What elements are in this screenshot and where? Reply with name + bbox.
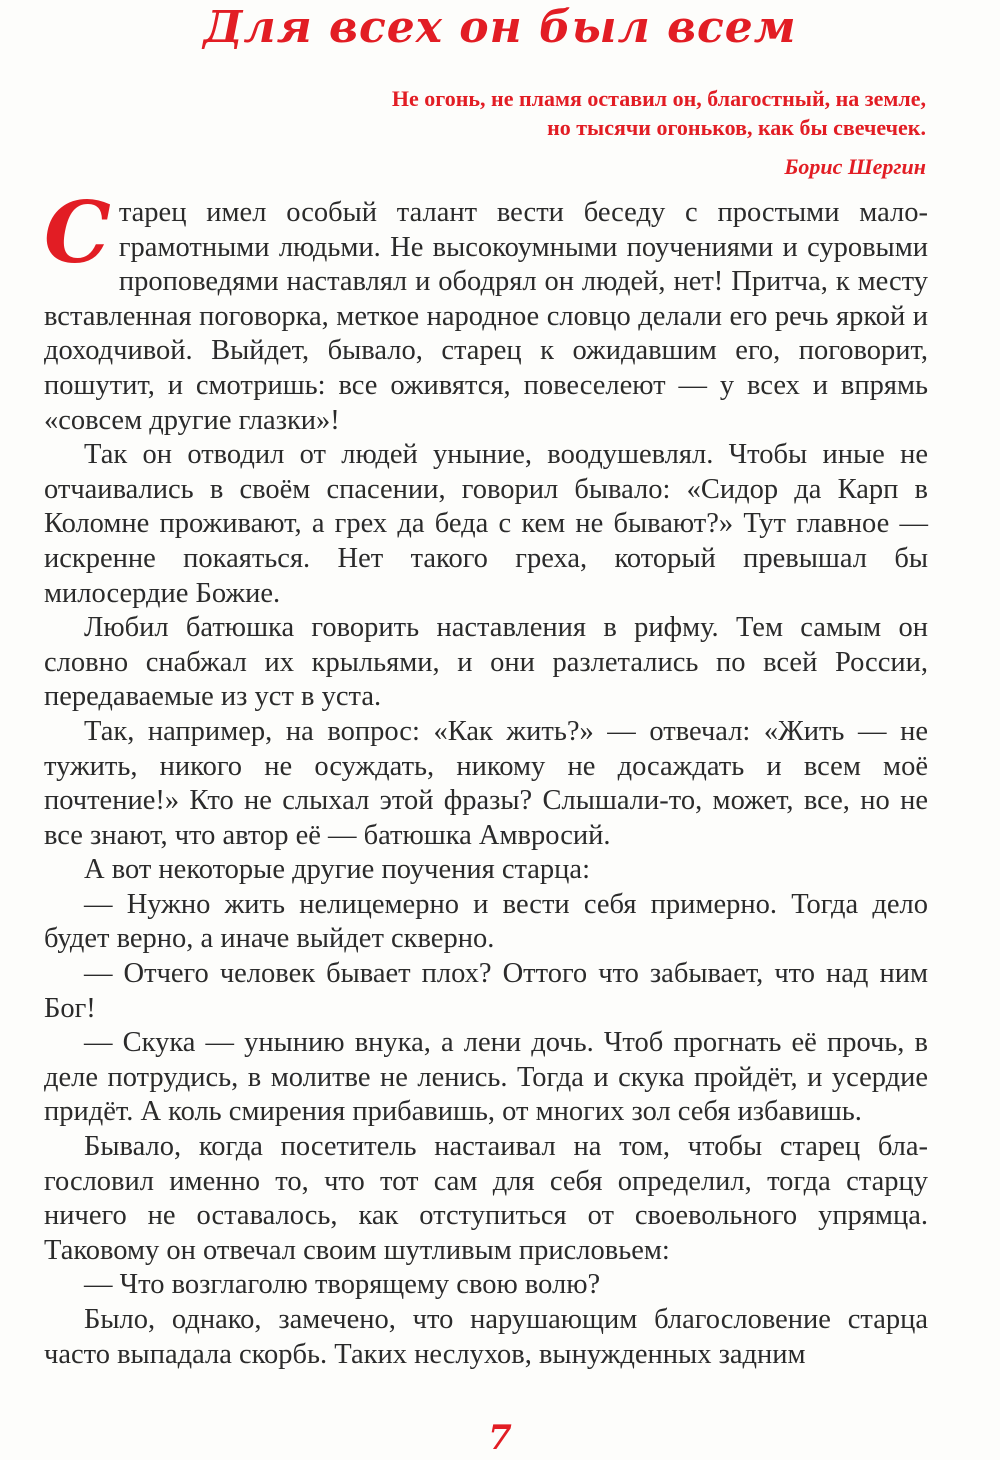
paragraph: Бывало, когда посетитель настаивал на том, чтобы старец благословил именно то, что тот сам для себя определил, тогда старцу ничего не оставалось, как отступиться от своевольного упрямца. Таковому он отвечал своим шутливым присловьем: [44, 1131, 928, 1266]
paragraph: — Отчего человек бывает плох? Оттого что забывает, что над ним Бог! [44, 958, 928, 1024]
paragraph: Так он отводил от людей уныние, воодушевлял. Чтобы иные не отчаивались в своём спасении, говорил бывало: «Сидор да Карп в Коломне проживают, а грех да беда с кем не бывают?» Тут главное — искренне покаяться. Нет такого греха, который превышал бы милосердие Божие. [44, 439, 928, 609]
body-text [44, 183, 928, 1372]
page-title: Для всех он был всем [203, 2, 797, 53]
paragraph-text: тарец имел особый талант вести беседу с простыми малограмотными людьми. Не высокоумными поучениями и суровыми проповедями наставлял и ободрял он людей, нет! Притча, к месту вставленная поговорка, меткое народное словцо делали его речь яркой и доходчивой. Выйдет, бывало, старец к ожидавшим его, поговорит, пошутит, и смотришь: все оживятся, повеселеют — у всех и впрямь «совсем другие глазки»! [44, 197, 928, 436]
page-number: 7 [488, 1418, 512, 1458]
paragraph: — Скука — унынию внука, а лени дочь. Чтоб прогнать её прочь, в деле потрудись, в молитве не ленись. Тогда и скука пройдёт, и усердие придёт. А коль смирения прибавишь, от многих зол себя избавишь. [44, 1027, 928, 1128]
epigraph-author: Борис Шергин [784, 154, 926, 179]
epigraph [226, 84, 926, 181]
paragraph: Было, однако, замечено, что нарушающим благословение старца часто выпадала скорбь. Таких неслухов, вынужденных задним [44, 1304, 928, 1370]
epigraph-line-1: Не огонь, не пламя оставил он, благостный, на земле, [391, 86, 926, 111]
drop-cap: С [44, 183, 111, 282]
paragraph: Так, например, на вопрос: «Как жить?» — отвечал: «Жить — не тужить, никого не осуждать, никому не досаждать и всем моё почтение!» Кто не слыхал этой фразы? Слышали-то, может, все, но не все знают, что автор её — батюшка Амвросий. [44, 715, 928, 851]
epigraph-line-2: но тысячи огоньков, как бы свечечек. [547, 115, 926, 140]
paragraph: — Нужно жить нелицемерно и вести себя примерно. Тогда дело будет верно, а иначе выйдет скверно. [44, 888, 928, 955]
paragraph: Любил батюшка говорить наставления в рифму. Тем самым он словно снабжал их крыльями, и они разлетались по всей России, передаваемые из уст в уста. [44, 612, 928, 713]
paragraph: — Что возглаголю творящему свою волю? [84, 1269, 601, 1301]
paragraph [44, 183, 928, 438]
paragraph: А вот некоторые другие поучения старца: [84, 854, 591, 886]
